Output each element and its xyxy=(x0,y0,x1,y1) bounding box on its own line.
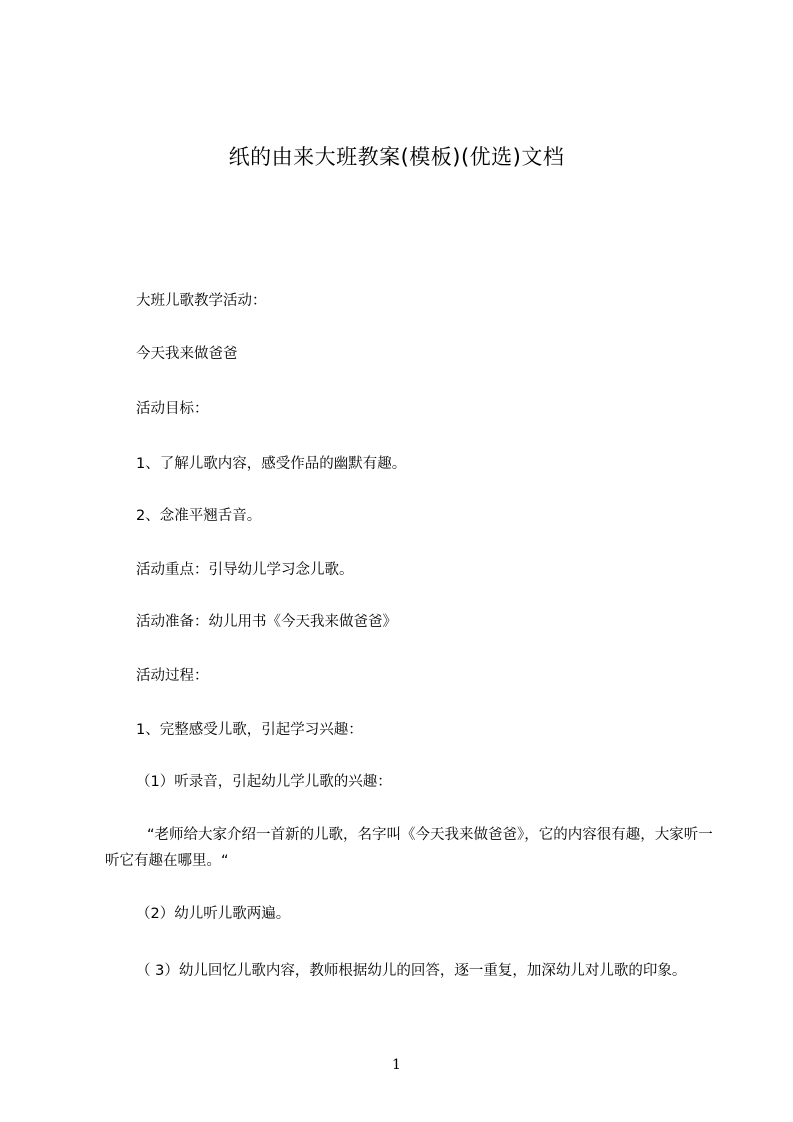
paragraph-focus: 活动重点：引导幼儿学习念儿歌。 xyxy=(136,562,354,578)
paragraph-step-1: 1、完整感受儿歌，引起学习兴趣： xyxy=(136,722,363,738)
paragraph-goal-1: 1、了解儿歌内容，感受作品的幽默有趣。 xyxy=(136,456,407,472)
paragraph-activity-name: 大班儿歌教学活动： xyxy=(136,293,267,309)
paragraph-step-1-1: （1）听录音，引起幼儿学儿歌的兴趣： xyxy=(136,774,392,790)
paragraph-process-heading: 活动过程： xyxy=(136,668,209,684)
paragraph-teacher-quote: “老师给大家介绍一首新的儿歌，名字叫《今天我来做爸爸》，它的内容很有趣，大家听一听它有趣在哪里。“ xyxy=(105,827,713,869)
paragraph-song-title: 今天我来做爸爸 xyxy=(136,346,238,362)
paragraph-goals-heading: 活动目标： xyxy=(136,401,209,417)
paragraph-step-1-3: （ 3）幼儿回忆儿歌内容，教师根据幼儿的回答，逐一重复，加深幼儿对儿歌的印象。 xyxy=(136,963,687,979)
document-title: 纸的由来大班教案(模板)(优选)文档 xyxy=(228,145,565,169)
paragraph-preparation: 活动准备：幼儿用书《今天我来做爸爸》 xyxy=(136,614,397,630)
paragraph-goal-2: 2、念准平翘舌音。 xyxy=(136,508,262,524)
page-number: 1 xyxy=(392,1057,401,1073)
paragraph-step-1-2: （2）幼儿听儿歌两遍。 xyxy=(136,906,291,922)
